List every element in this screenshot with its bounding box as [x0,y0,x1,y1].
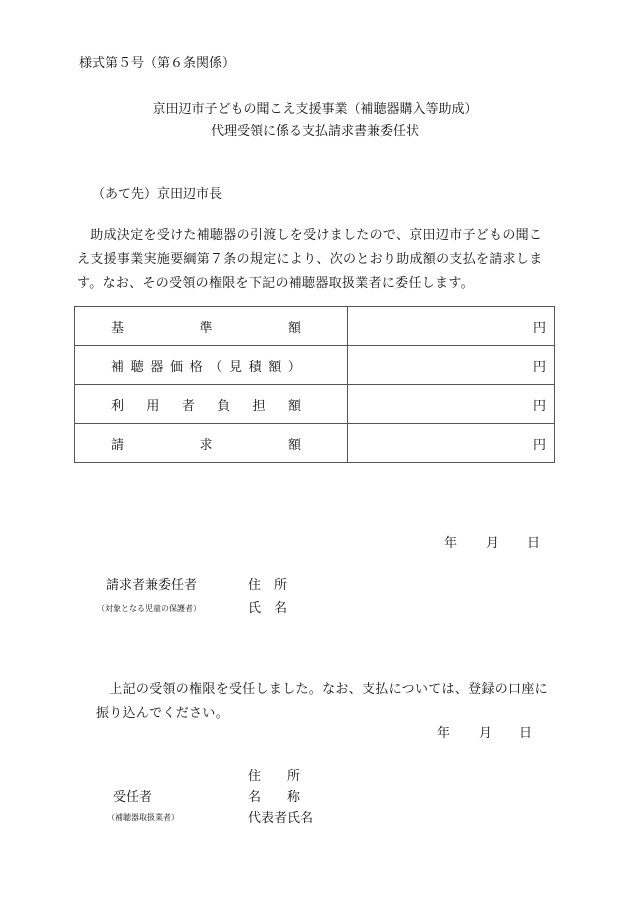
claim-amount-label [75,424,348,463]
yen-unit: 円 [532,437,546,453]
label-char: 請 [111,437,125,453]
delegate-address-label: 住 所 [248,769,301,784]
delegate-representative-label: 代表者氏名 [248,811,314,826]
label-char: 用 [146,398,160,414]
table-row-claim-amount [75,424,555,463]
requester-address-label: 住 所 [248,578,288,593]
date-month-label: 月 [486,536,500,551]
body-paragraph [77,224,555,296]
label-char: 求 [199,437,213,453]
date-month-label: 月 [479,726,493,741]
label-char: 額 [287,398,301,414]
user-burden-label [75,385,348,424]
delegate-title: 受任者 [113,790,153,805]
date-day-label: 日 [519,726,533,741]
label-char: 額 [287,437,301,453]
date-day-label: 日 [527,536,541,551]
label-char: 負 [217,398,231,414]
document-title-line1: 京田辺市子どもの聞こえ支援事業（補聴器購入等助成） [152,102,478,117]
label-char: 者 [181,398,195,414]
requester-note: （対象となる児童の保護者） [97,604,201,613]
label-char: 器 [150,359,164,375]
hearing-aid-price-value-field[interactable] [348,346,555,385]
delegate-line-1: 上記の受領の権限を受任しました。なお、支払については、登録の口座に [96,682,548,697]
delegate-line-2: 振り込んでください。 [96,706,230,721]
label-char: （ [209,359,223,375]
delegate-company-label: 名 称 [248,790,301,805]
label-char: 準 [199,320,213,336]
label-char: 積 [248,359,262,375]
body-line-2: え支援事業実施要綱第７条の規定により、次のとおり助成額の支払を請求しま [77,252,543,267]
table-row-hearing-aid-price [75,346,555,385]
form-number: 様式第５号（第６条関係） [79,56,236,71]
label-char: 聴 [130,359,144,375]
label-char: 格 [189,359,203,375]
claim-amount-value-field[interactable] [348,424,555,463]
user-burden-value-field[interactable] [348,385,555,424]
body-line-1: 助成決定を受けた補聴器の引渡しを受けましたので、京田辺市子どもの聞こ [77,228,543,243]
amount-table [74,306,555,463]
document-title-line2: 代理受領に係る支払請求書兼委任状 [210,124,419,139]
yen-unit: 円 [532,398,546,414]
label-char: ） [287,359,301,375]
table-row-base-amount [75,307,555,346]
hearing-aid-price-label [75,346,348,385]
label-char: 基 [111,320,125,336]
delegate-note: （補聴器取扱業者） [107,813,179,822]
table-row-user-burden [75,385,555,424]
label-char: 額 [268,359,282,375]
date-year-label: 年 [444,536,458,551]
requester-name-label: 氏 名 [248,601,288,616]
label-char: 見 [228,359,242,375]
base-amount-value-field[interactable] [348,307,555,346]
delegate-paragraph [96,678,566,726]
date-year-label: 年 [437,726,451,741]
yen-unit: 円 [532,320,546,336]
body-line-3: す。なお、その受領の権限を下記の補聴器取扱業者に委任します。 [77,276,474,291]
label-char: 補 [111,359,125,375]
base-amount-label [75,307,348,346]
addressee: （あて先）京田辺市長 [92,187,223,202]
label-char: 担 [252,398,266,414]
yen-unit: 円 [532,359,546,375]
label-char: 額 [287,320,301,336]
label-char: 価 [169,359,183,375]
label-char: 利 [111,398,125,414]
requester-title: 請求者兼委任者 [106,578,198,593]
